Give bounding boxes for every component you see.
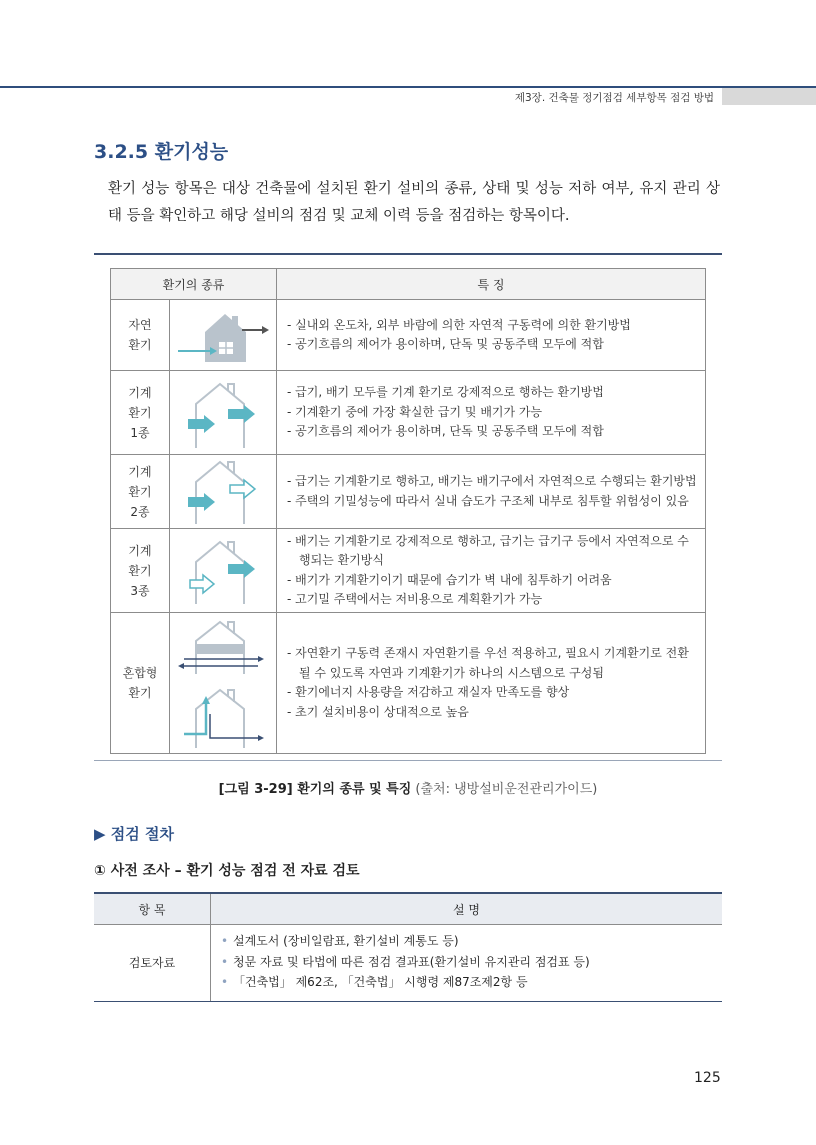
type-features [277,371,706,455]
type-name [111,300,170,371]
mechanical-ventilation-type2-icon [170,456,276,528]
table-row [111,455,706,529]
feature-line: - 고기밀 주택에서는 저비용으로 계획환기가 가능 [287,592,543,606]
feature-line: - 배기는 기계환기로 강제적으로 행하고, 급기는 급기구 등에서 자연적으로 수행되는 환기방식 [287,533,689,567]
ventilation-types-table [110,268,706,754]
section-title [94,137,228,164]
type-figure [170,613,277,754]
type-name-text: 자연 환기 [128,318,152,352]
feature-line: - 자연환기 구동력 존재시 자연환기를 우선 적용하고, 필요시 기계환기로 전환될 수 있도록 자연과 기계환기가 하나의 시스템으로 구성됨 [287,646,689,680]
caption-label: [그림 3-29] 환기의 종류 및 특징 [218,782,412,797]
feature-line: - 초기 설치비용이 상대적으로 높음 [287,704,469,719]
list-item: • 설계도서 (장비일람표, 환기설비 계통도 등) [221,931,712,952]
table-header-row [94,893,722,925]
section-number: 3.2.5 [94,141,149,163]
type-name-text: 기계 환기 2종 [128,464,152,519]
figure-box-bottom-rule [94,760,722,761]
header-type: 환기의 종류 [111,269,277,300]
type-figure [170,455,277,529]
page-number: 125 [694,1070,721,1086]
feature-line: - 급기, 배기 모두를 기계 환기로 강제적으로 행하는 환기방법 [287,385,604,400]
feature-line: - 기계환기 중에 가장 확실한 급기 및 배기가 가능 [287,404,543,419]
table-row [111,371,706,455]
table-row [111,613,706,754]
item-description [211,925,723,1002]
section-intro: 환기 성능 항목은 대상 건축물에 설치된 환기 설비의 종류, 상태 및 성능 저하 여부, 유지 관리 상태 등을 확인하고 해당 설비의 점검 및 교체 이력 등을 점검하는 항목이다. [108,181,720,224]
procedure-step-heading: ① 사전 조사 – 환기 성능 점검 전 자료 검토 [94,863,360,879]
type-name [111,371,170,455]
type-figure [170,529,277,613]
type-features [277,613,706,754]
hybrid-ventilation-icon [170,614,276,752]
header-features: 특 징 [277,269,706,300]
table-row [111,529,706,613]
type-name [111,529,170,613]
type-figure [170,300,277,371]
list-item: • 「건축법」 제62조, 「건축법」 시행령 제87조제2항 등 [221,972,712,993]
table-header-row [111,269,706,300]
feature-line: - 공기흐름의 제어가 용이하며, 단독 및 공동주택 모두에 적합 [287,424,604,439]
mechanical-ventilation-type3-icon [170,530,276,612]
feature-line: - 환기에너지 사용량을 저감하고 재실자 만족도를 향상 [287,685,570,699]
mechanical-ventilation-type1-icon [170,372,276,454]
feature-line: - 공기흐름의 제어가 용이하며, 단독 및 공동주택 모두에 적합 [287,337,604,351]
feature-line: - 주택의 기밀성능에 따라서 실내 습도가 구조체 내부로 침투할 위험성이 있음 [287,493,689,508]
type-features [277,455,706,529]
figure-box-top-rule [94,253,722,255]
caption-source: (출처: 냉방설비운전관리가이드) [415,782,598,797]
item-name: 검토자료 [94,925,211,1002]
section-name: 환기성능 [154,141,229,163]
type-features [277,529,706,613]
header-item: 항 목 [94,893,211,925]
figure-caption [0,778,816,797]
list-item: • 청문 자료 및 타법에 따른 점검 결과표(환기설비 유지관리 점검표 등) [221,952,712,973]
type-name-text: 기계 환기 1종 [128,385,152,440]
type-features [277,300,706,371]
header-rule [0,86,816,88]
type-name-text: 기계 환기 3종 [128,543,152,598]
header-band [722,88,816,105]
feature-line: - 배기가 기계환기이기 때문에 습기가 벽 내에 침투하기 어려움 [287,572,612,587]
type-figure [170,371,277,455]
feature-line: - 급기는 기계환기로 행하고, 배기는 배기구에서 자연적으로 수행되는 환기방법 [287,474,697,488]
review-materials-table [94,892,722,1002]
feature-line: - 실내외 온도차, 외부 바람에 의한 자연적 구동력에 의한 환기방법 [287,317,631,332]
header-description: 설 명 [211,893,723,925]
table-row [111,300,706,371]
type-name [111,455,170,529]
type-name [111,613,170,754]
natural-ventilation-icon [170,300,276,370]
type-name-text: 혼합형 환기 [122,666,158,700]
procedure-heading: ▶ 점검 절차 [94,825,174,843]
table-row [94,925,722,1002]
chapter-title: 제3장. 건축물 정기점검 세부항목 점검 방법 [514,92,714,104]
